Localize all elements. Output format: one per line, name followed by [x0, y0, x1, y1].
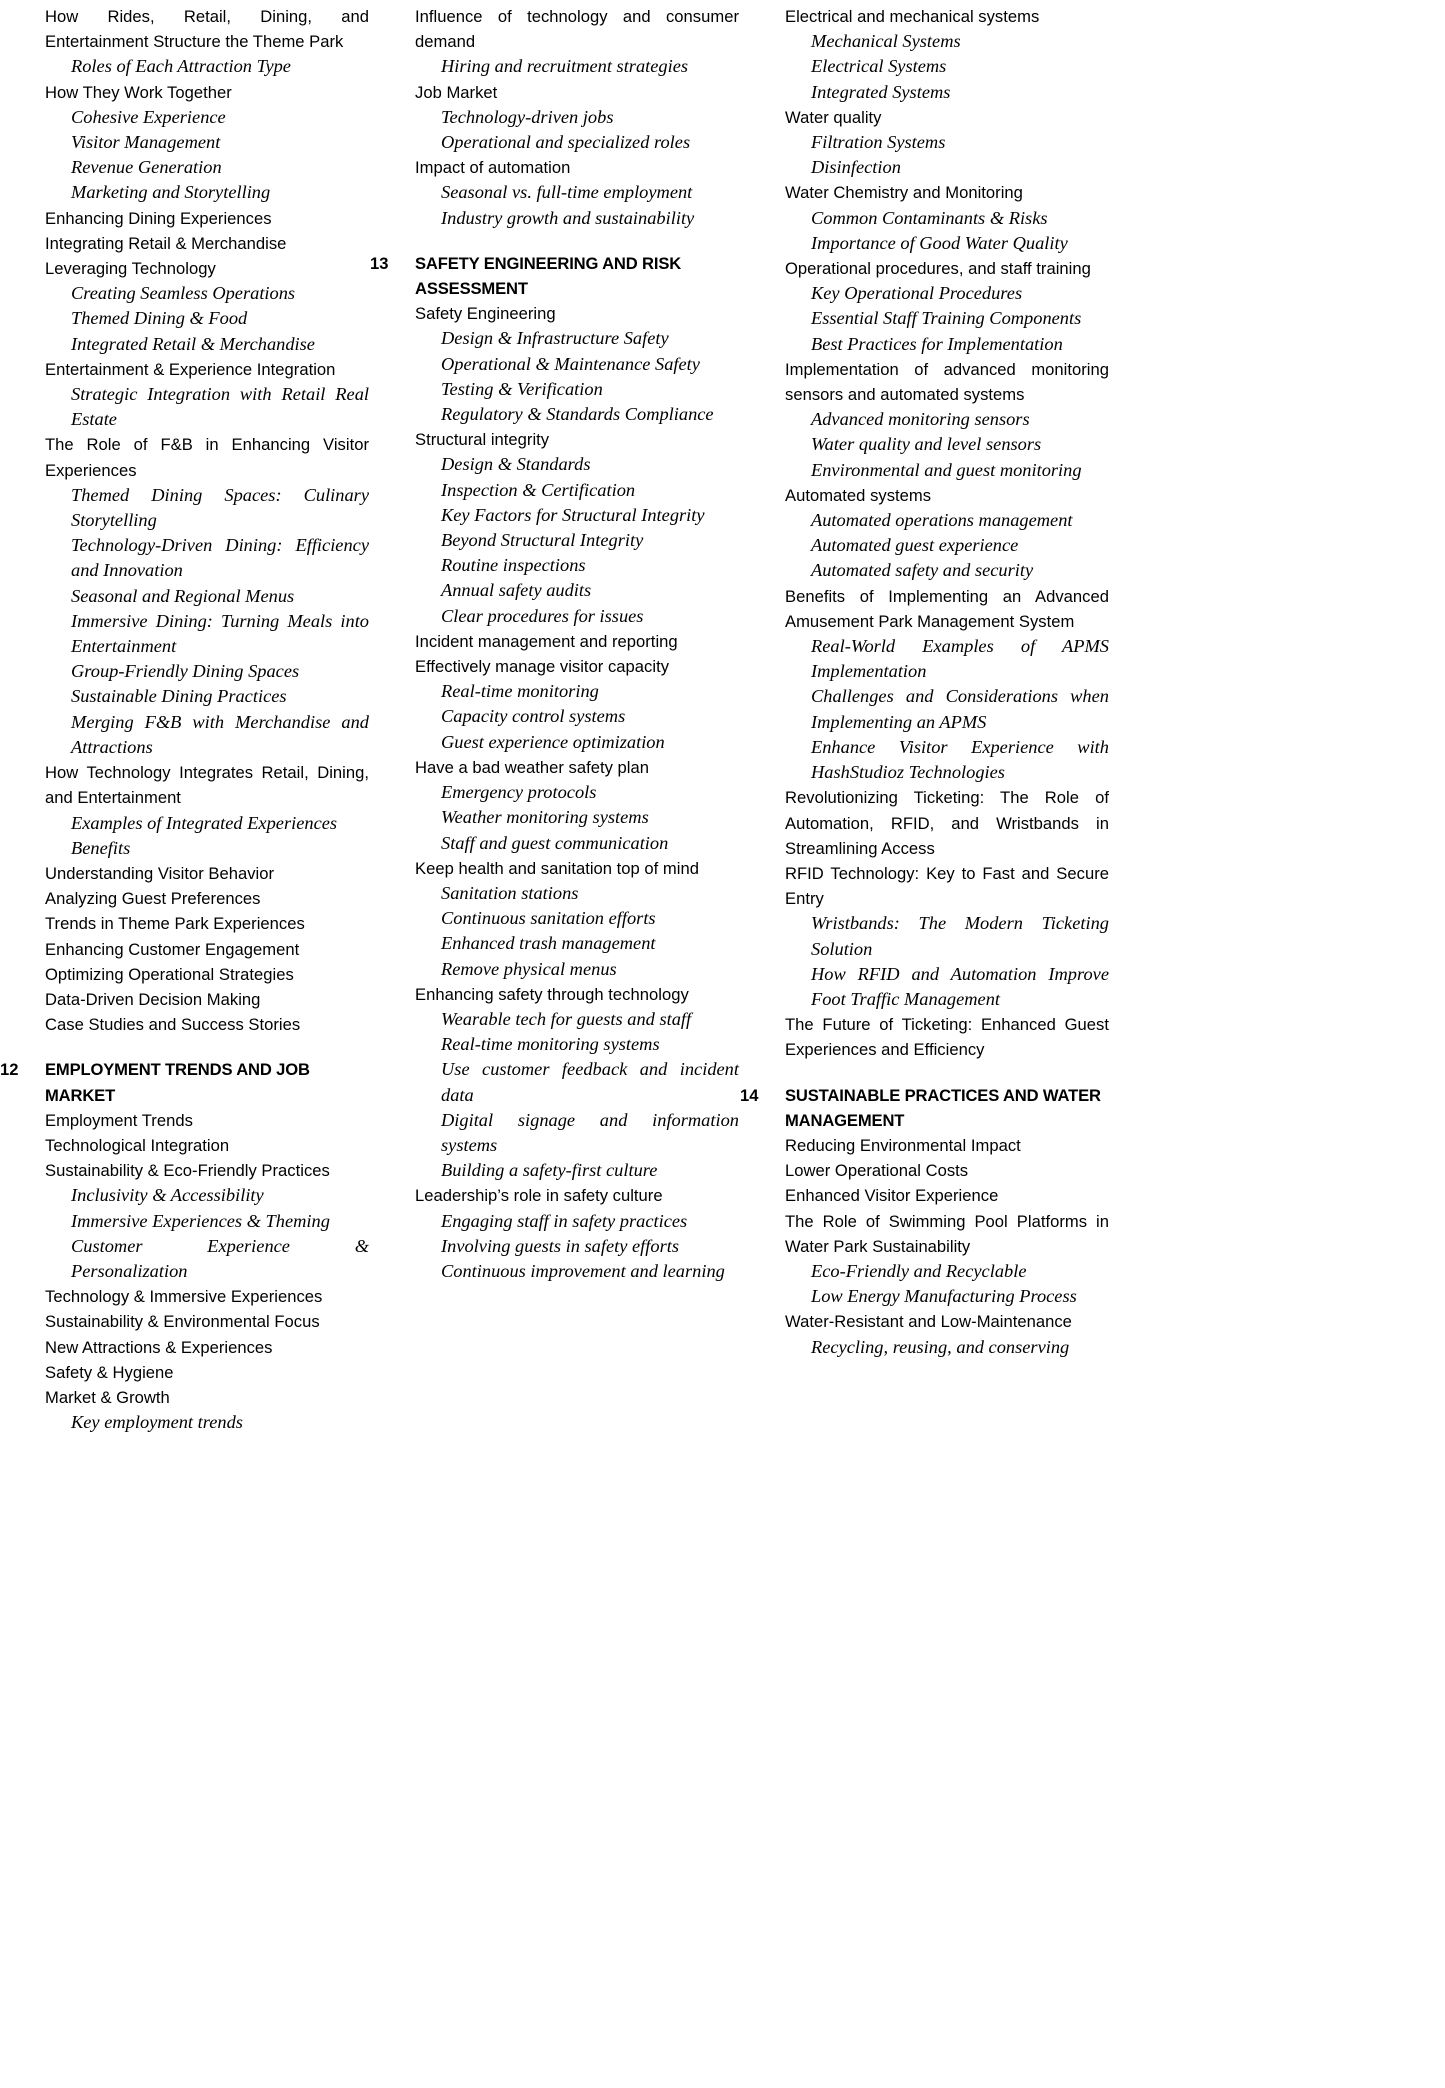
toc-entry-level1[interactable]: Enhancing safety through technology [415, 984, 689, 1004]
toc-entry-level2[interactable]: Sustainable Dining Practices [71, 686, 287, 707]
toc-entry-level1[interactable]: Technological Integration [45, 1135, 230, 1155]
toc-entry-level1[interactable]: Water Chemistry and Monitoring [785, 183, 1023, 203]
toc-entry-level2[interactable]: Themed Dining Spaces: Culinary Storytelling [71, 484, 369, 531]
toc-entry-level1[interactable]: Structural integrity [415, 430, 550, 450]
toc-entry-level1[interactable]: Data-Driven Decision Making [45, 989, 261, 1009]
toc-entry-level2[interactable]: Technology-Driven Dining: Efficiency and Innovation [71, 535, 369, 581]
toc-entry-level2[interactable]: Real-time monitoring systems [441, 1034, 660, 1055]
toc-entry-level1[interactable]: How They Work Together [45, 82, 232, 102]
toc-entry-level2[interactable]: Regulatory & Standards Compliance [441, 404, 714, 425]
toc-entry-level2[interactable]: Low Energy Manufacturing Process [811, 1286, 1077, 1307]
toc-entry-level2[interactable]: Enhanced trash management [441, 933, 656, 954]
toc-entry-level1[interactable]: Understanding Visitor Behavior [45, 863, 275, 883]
toc-entry-level2[interactable]: Automated operations management [811, 510, 1073, 531]
toc-entry-level1[interactable]: Case Studies and Success Stories [45, 1015, 301, 1035]
toc-entry-level1[interactable]: Sustainability & Environmental Focus [45, 1312, 320, 1332]
toc-column-1 [0, 4, 370, 2088]
toc-entry-level2[interactable]: Customer Experience & Personalization [71, 1235, 369, 1281]
toc-entry-level1[interactable]: Have a bad weather safety plan [415, 757, 649, 777]
chapter-number: 13 [370, 253, 389, 273]
toc-entry-level2[interactable]: Sanitation stations [441, 882, 579, 903]
toc-entry-level1[interactable]: Analyzing Guest Preferences [45, 889, 261, 909]
toc-entry-level2[interactable]: How RFID and Automation Improve Foot Traffic Management [811, 963, 1109, 1009]
toc-entry-level2[interactable]: Design & Infrastructure Safety [441, 328, 669, 349]
toc-entry-level2[interactable]: Building a safety-first culture [441, 1160, 658, 1181]
toc-entry-level2[interactable]: Key employment trends [71, 1412, 243, 1433]
toc-entry-level2[interactable]: Integrated Retail & Merchandise [71, 333, 315, 354]
toc-entry-level1[interactable]: Keep health and sanitation top of mind [415, 858, 699, 878]
toc-entry-level2[interactable]: Immersive Experiences & Theming [71, 1210, 330, 1231]
toc-entry-level1[interactable]: Enhancing Dining Experiences [45, 208, 272, 228]
toc-entry-level2[interactable]: Mechanical Systems [811, 31, 961, 52]
toc-entry-level2[interactable]: Beyond Structural Integrity [441, 530, 644, 551]
toc-entry-level2[interactable]: Real-time monitoring [441, 681, 599, 702]
toc-entry-level1[interactable]: Influence of technology and consumer demand [415, 7, 739, 52]
toc-entry-level2[interactable]: Immersive Dining: Turning Meals into Entertainment [71, 610, 369, 657]
toc-entry-level2[interactable]: Enhance Visitor Experience with HashStudioz Technologies [811, 736, 1109, 783]
toc-entry-level2[interactable]: Weather monitoring systems [441, 807, 649, 828]
toc-entry-level2[interactable]: Engaging staff in safety practices [441, 1210, 688, 1231]
toc-entry-level2[interactable]: Eco-Friendly and Recyclable [811, 1260, 1027, 1281]
toc-entry-level1[interactable]: Incident management and reporting [415, 631, 678, 651]
toc-entry-level1[interactable]: Technology & Immersive Experiences [45, 1287, 323, 1307]
chapter-title: EMPLOYMENT TRENDS AND JOB MARKET [45, 1060, 310, 1105]
toc-entry-level1[interactable]: Operational procedures, and staff training [785, 259, 1091, 279]
toc-entry-level2[interactable]: Environmental and guest monitoring [811, 459, 1082, 480]
toc-entry-level2[interactable]: Advanced monitoring sensors [811, 409, 1030, 430]
toc-entry-level2[interactable]: Annual safety audits [441, 580, 592, 601]
toc-entry-level1[interactable]: Revolutionizing Ticketing: The Role of Automation, RFID, and Wristbands in Streamlining Access [785, 788, 1109, 858]
toc-entry-level1[interactable]: Enhanced Visitor Experience [785, 1186, 999, 1206]
toc-entry-level2[interactable]: Roles of Each Attraction Type [71, 56, 291, 77]
toc-entry-level2[interactable]: Continuous improvement and learning [441, 1260, 725, 1281]
toc-entry-level2[interactable]: Water quality and level sensors [811, 434, 1042, 455]
toc-entry-level2[interactable]: Digital signage and information systems [441, 1109, 739, 1155]
chapter-title: SUSTAINABLE PRACTICES AND WATER MANAGEMENT [785, 1085, 1101, 1130]
toc-column-3 [740, 4, 1110, 2088]
toc-entry-level2[interactable]: Capacity control systems [441, 706, 626, 727]
toc-entry-level2[interactable]: Technology-driven jobs [441, 106, 614, 127]
chapter-heading[interactable] [0, 1057, 370, 1107]
toc-entry-level2[interactable]: Wearable tech for guests and staff [441, 1008, 692, 1029]
toc-entry-level1[interactable]: Reducing Environmental Impact [785, 1135, 1021, 1155]
toc-entry-level2[interactable]: Inspection & Certification [441, 479, 636, 500]
toc-entry-level2[interactable]: Best Practices for Implementation [811, 333, 1063, 354]
toc-entry-level2[interactable]: Continuous sanitation efforts [441, 908, 656, 929]
toc-entry-level2[interactable]: Cohesive Experience [71, 106, 226, 127]
toc-entry-level1[interactable]: Water-Resistant and Low-Maintenance [785, 1312, 1072, 1332]
toc-entry-level2[interactable]: Automated guest experience [811, 535, 1019, 556]
toc-entry-level1[interactable]: Benefits of Implementing an Advanced Amusement Park Management System [785, 586, 1109, 631]
toc-entry-level2[interactable]: Operational & Maintenance Safety [441, 353, 700, 374]
chapter-number: 12 [0, 1060, 19, 1080]
toc-entry-level1[interactable]: The Role of F&B in Enhancing Visitor Experiences [45, 435, 369, 480]
toc-entry-level1[interactable]: How Rides, Retail, Dining, and Entertainment Structure the Theme Park [45, 7, 369, 52]
toc-entry-level1[interactable]: Leveraging Technology [45, 259, 216, 279]
toc-entry-level2[interactable]: Key Factors for Structural Integrity [441, 504, 705, 525]
toc-entry-level2[interactable]: Group-Friendly Dining Spaces [71, 661, 300, 682]
chapter-number: 14 [740, 1085, 759, 1105]
toc-entry-level2[interactable]: Inclusivity & Accessibility [71, 1185, 264, 1206]
toc-entry-level2[interactable]: Benefits [71, 837, 131, 858]
toc-entry-level1[interactable]: Optimizing Operational Strategies [45, 964, 294, 984]
toc-entry-level1[interactable]: Market & Growth [45, 1387, 170, 1407]
toc-entry-level2[interactable]: Themed Dining & Food [71, 308, 248, 329]
toc-entry-level1[interactable]: Lower Operational Costs [785, 1161, 969, 1181]
toc-entry-level2[interactable]: Emergency protocols [441, 782, 597, 803]
chapter-heading[interactable] [370, 251, 740, 301]
toc-entry-level2[interactable]: Involving guests in safety efforts [441, 1235, 680, 1256]
toc-entry-level1[interactable]: Trends in Theme Park Experiences [45, 914, 305, 934]
toc-entry-level1[interactable]: Employment Trends [45, 1110, 193, 1130]
toc-entry-level2[interactable]: Recycling, reusing, and conserving [811, 1336, 1070, 1357]
toc-entry-level2[interactable]: Real-World Examples of APMS Implementation [811, 636, 1109, 682]
toc-entry-level2[interactable]: Visitor Management [71, 132, 221, 153]
chapter-title: SAFETY ENGINEERING AND RISK ASSESSMENT [415, 253, 682, 299]
toc-entry-level2[interactable]: Clear procedures for issues [441, 605, 644, 626]
toc-entry-level1[interactable]: Automated systems [785, 485, 932, 505]
toc-entry-level2[interactable]: Revenue Generation [71, 157, 222, 178]
toc-entry-level2[interactable]: Wristbands: The Modern Ticketing Solution [811, 913, 1109, 959]
toc-entry-level2[interactable]: Guest experience optimization [441, 731, 665, 752]
toc-entry-level1[interactable]: Safety & Hygiene [45, 1362, 174, 1382]
chapter-heading[interactable] [740, 1083, 1110, 1133]
toc-entry-level2[interactable]: Use customer feedback and incident data [441, 1059, 739, 1105]
toc-entry-level1[interactable]: The Future of Ticketing: Enhanced Guest Experiences and Efficiency [785, 1015, 1109, 1060]
toc-entry-level2[interactable]: Remove physical menus [441, 958, 617, 979]
toc-entry-level2[interactable]: Key Operational Procedures [811, 283, 1023, 304]
toc-entry-level1[interactable]: Water quality [785, 107, 882, 127]
toc-entry-level2[interactable]: Examples of Integrated Experiences [71, 812, 338, 833]
toc-entry-level2[interactable]: Testing & Verification [441, 378, 603, 399]
toc-entry-level2[interactable]: Creating Seamless Operations [71, 283, 296, 304]
toc-entry-level1[interactable]: Leadership’s role in safety culture [415, 1186, 663, 1206]
toc-entry-level1[interactable]: The Role of Swimming Pool Platforms in Water Park Sustainability [785, 1211, 1109, 1256]
toc-entry-level2[interactable]: Seasonal vs. full-time employment [441, 182, 693, 203]
toc-entry-level2[interactable]: Filtration Systems [811, 132, 946, 153]
toc-entry-level2[interactable]: Electrical Systems [811, 56, 947, 77]
toc-entry-level1[interactable]: New Attractions & Experiences [45, 1337, 273, 1357]
toc-entry-level2[interactable]: Disinfection [811, 157, 901, 178]
toc-entry-level1[interactable]: Integrating Retail & Merchandise [45, 233, 287, 253]
toc-entry-level2[interactable]: Common Contaminants & Risks [811, 207, 1048, 228]
toc-entry-level1[interactable]: Entertainment & Experience Integration [45, 359, 336, 379]
toc-entry-level2[interactable]: Merging F&B with Merchandise and Attractions [71, 711, 369, 757]
toc-entry-level1[interactable]: Effectively manage visitor capacity [415, 657, 670, 677]
toc-entry-level2[interactable]: Strategic Integration with Retail Real Estate [71, 384, 369, 430]
toc-entry-level1[interactable]: Impact of automation [415, 158, 571, 178]
toc-column-2 [370, 4, 740, 2088]
toc-entry-level1[interactable]: Sustainability & Eco-Friendly Practices [45, 1161, 330, 1181]
toc-entry-level2[interactable]: Marketing and Storytelling [71, 182, 271, 203]
toc-entry-level2[interactable]: Routine inspections [441, 555, 586, 576]
toc-entry-level2[interactable]: Importance of Good Water Quality [811, 232, 1068, 253]
toc-entry-level1[interactable]: Safety Engineering [415, 304, 556, 324]
toc-entry-level2[interactable]: Seasonal and Regional Menus [71, 585, 295, 606]
toc-entry-level1[interactable]: RFID Technology: Key to Fast and Secure Entry [785, 863, 1109, 909]
toc-entry-level1[interactable]: Electrical and mechanical systems [785, 7, 1040, 26]
toc-entry-level2[interactable]: Operational and specialized roles [441, 132, 691, 153]
toc-entry-level2[interactable]: Challenges and Considerations when Implementing an APMS [811, 686, 1109, 732]
toc-entry-level2[interactable]: Automated safety and security [811, 560, 1034, 581]
toc-entry-level1[interactable]: Enhancing Customer Engagement [45, 939, 300, 959]
toc-entry-level2[interactable]: Hiring and recruitment strategies [441, 56, 689, 77]
toc-entry-level2[interactable]: Staff and guest communication [441, 832, 669, 853]
toc-entry-level1[interactable]: Job Market [415, 82, 498, 102]
toc-entry-level2[interactable]: Essential Staff Training Components [811, 308, 1082, 329]
toc-entry-level1[interactable]: How Technology Integrates Retail, Dining, and Entertainment [45, 763, 369, 808]
toc-entry-level2[interactable]: Design & Standards [441, 454, 591, 475]
toc-entry-level2[interactable]: Integrated Systems [811, 81, 951, 102]
toc-entry-level1[interactable]: Implementation of advanced monitoring sensors and automated systems [785, 359, 1109, 405]
toc-entry-level2[interactable]: Industry growth and sustainability [441, 207, 695, 228]
